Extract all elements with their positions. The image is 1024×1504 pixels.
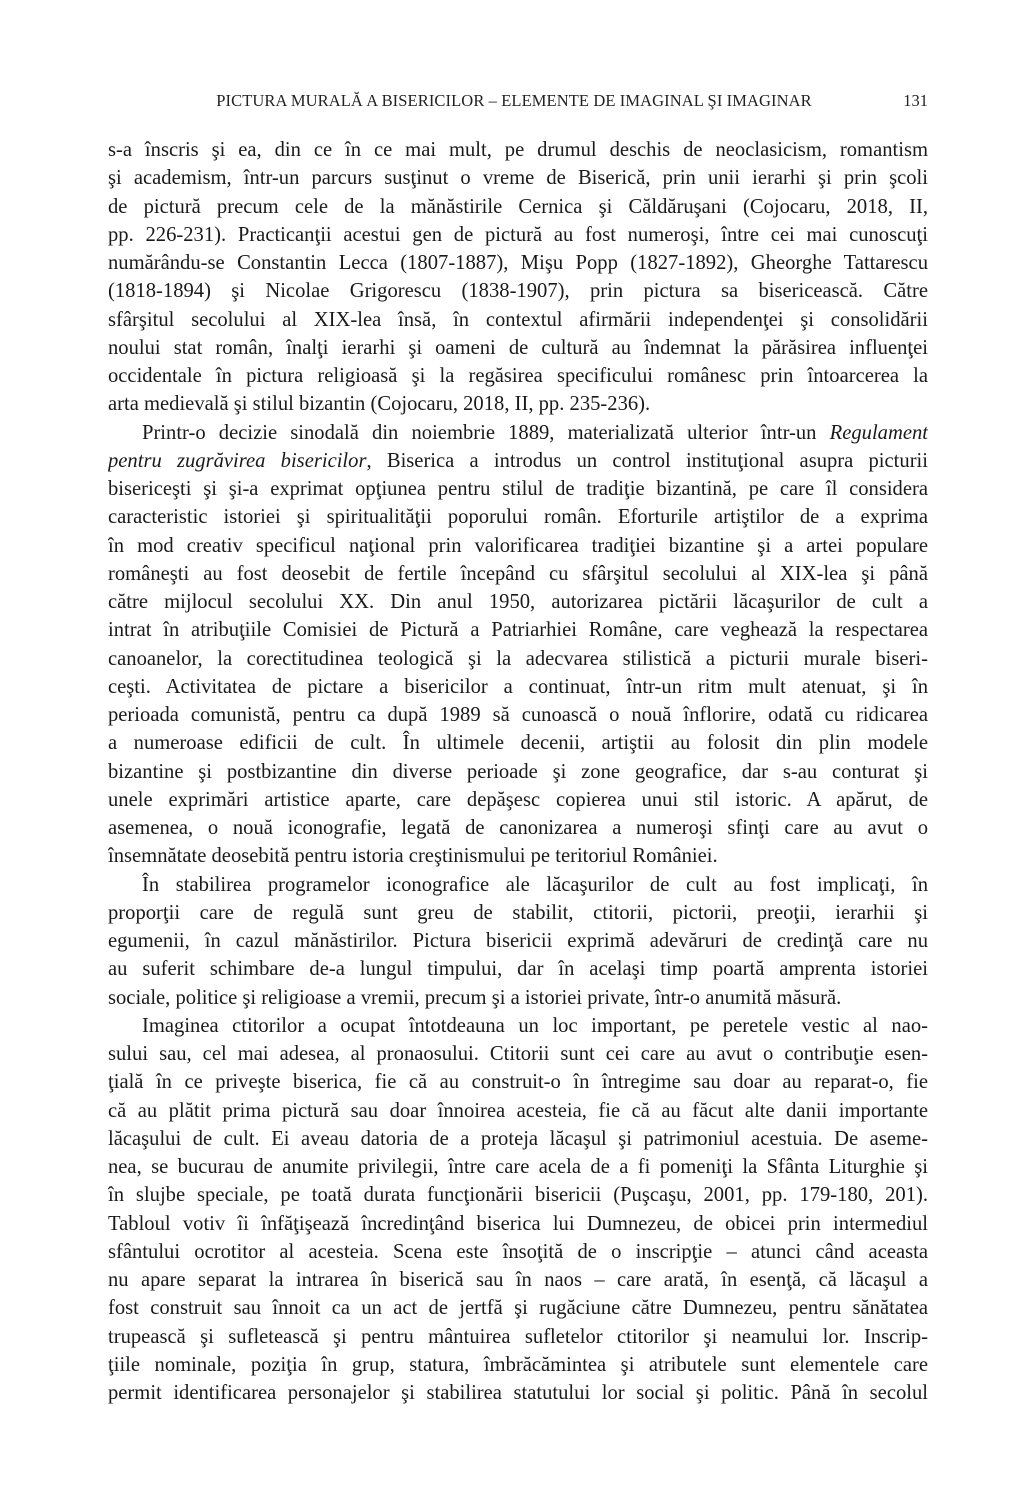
text-segment: egumenii, în cazul mănăstirilor. Pictura bisericii exprimă adevăruri de credinţă care nu — [108, 930, 928, 952]
text-segment: s-a înscris şi ea, din ce în ce mai mult, pe drumul deschis de neoclasicism, romantism — [108, 139, 928, 161]
text-segment: , Biserica a introdus un control instituţional asupra picturii — [366, 449, 928, 472]
text-segment: sului sau, cel mai adesea, al pronaosului. Ctitorii sunt cei care au avut o contribuţie esen- — [108, 1043, 928, 1065]
text-line — [108, 1294, 928, 1322]
text-line — [108, 842, 928, 870]
text-line — [108, 503, 928, 531]
paragraph — [108, 419, 928, 871]
text-segment: sociale, politice şi religioase a vremii, precum şi a istoriei private, într-o anumită măsură. — [108, 986, 842, 1009]
text-segment: în mod creativ specificul naţional prin valorificarea tradiţiei bizantine şi a artei populare — [108, 534, 928, 557]
text-line — [108, 419, 928, 447]
running-head-title: PICTURA MURALĂ A BISERICILOR – ELEMENTE DE IMAGINAL ŞI IMAGINAR — [216, 91, 812, 110]
text-line — [108, 645, 928, 673]
text-segment: au suferit schimbare de-a lungul timpului, dar în acelaşi timp poartă amprenta istoriei — [108, 958, 928, 981]
text-segment: a numeroase edificii de cult. În ultimele decenii, artiştii au folosit din plin modele — [108, 732, 928, 755]
text-line — [108, 249, 928, 277]
text-line — [108, 306, 928, 334]
text-line — [108, 1266, 928, 1294]
text-segment: În stabilirea programelor iconografice ale lăcaşurilor de cult au fost implicaţi, în — [142, 873, 928, 896]
text-line — [108, 560, 928, 588]
text-line — [108, 1238, 928, 1266]
italic-text: pentru zugrăvirea bisericilor — [108, 449, 367, 472]
text-segment: lăcaşului de cult. Ei aveau datoria de a proteja lăcaşul şi patrimoniul acestuia. De aseme- — [108, 1127, 928, 1150]
text-line — [108, 1068, 928, 1096]
text-line — [108, 1210, 928, 1238]
text-segment: intrat în atribuţiile Comisiei de Pictură a Patriarhiei Române, care veghează la respectarea — [108, 619, 928, 642]
text-line — [108, 1012, 928, 1040]
text-line — [108, 1379, 928, 1407]
text-line — [108, 390, 928, 418]
text-line — [108, 786, 928, 814]
italic-text: Regulament — [829, 421, 928, 444]
text-segment: asemenea, o nouă iconografie, legată de canonizarea a numeroşi sfinţi care au avut o — [108, 817, 928, 839]
text-segment: sfârşitul secolului al XIX-lea însă, în contextul afirmării independenţei şi consolidării — [108, 308, 928, 331]
text-line — [108, 588, 928, 616]
text-segment: Printr-o decizie sinodală din noiembrie 1889, materializată ulterior într-un — [142, 421, 830, 444]
text-segment: în slujbe speciale, pe toată durata funcţionării bisericii (Puşcaşu, 2001, pp. 179-180, 201). — [108, 1184, 928, 1207]
text-segment: ceşti. Activitatea de pictare a bisericilor a continuat, într-un ritm mult atenuat, şi în — [108, 675, 928, 698]
text-line — [108, 1351, 928, 1379]
text-line — [108, 616, 928, 644]
text-segment: (1818-1894) şi Nicolae Grigorescu (1838-1907), prin pictura sa bisericească. Către — [108, 280, 928, 303]
text-segment: că au plătit prima pictură sau doar înnoirea acesteia, fie că au făcut alte danii importante — [108, 1099, 928, 1122]
text-segment: bizantine şi postbizantine din diverse perioade şi zone geografice, dar s-au conturat şi — [108, 760, 928, 783]
text-line — [108, 532, 928, 560]
text-line — [108, 277, 928, 305]
text-segment: unele exprimări artistice aparte, care depăşesc copierea unui stil istoric. A apărut, de — [108, 788, 928, 811]
text-line — [108, 758, 928, 786]
text-segment: fost construit sau înnoit ca un act de jertfă şi rugăciune către Dumnezeu, pentru sănătatea — [108, 1297, 928, 1320]
text-segment: proporţii care de regulă sunt greu de stabilit, ctitorii, pictorii, preoţii, ierarhii şi — [108, 901, 928, 924]
text-segment: pp. 226-231). Practicanţii acestui gen de pictură au fost numeroşi, între cei mai cunoscuţi — [108, 223, 928, 246]
text-line — [108, 221, 928, 249]
text-segment: ţială în ce priveşte biserica, fie că au construit-o în întregime sau doar au reparat-o, fie — [108, 1071, 928, 1094]
paragraph — [108, 1012, 928, 1408]
text-segment: perioada comunistă, pentru ca după 1989 să cunoască o nouă înflorire, odată cu ridicarea — [108, 704, 928, 726]
text-line — [108, 447, 928, 475]
text-segment: noului stat român, înalţi ierarhi şi oameni de cultură au îndemnat la părăsirea influenţei — [108, 336, 928, 359]
paragraph — [108, 136, 928, 419]
paragraph — [108, 871, 928, 1012]
text-segment: de pictură precum cele de la mănăstirile Cernica şi Căldăruşani (Cojocaru, 2018, II, — [108, 195, 928, 218]
text-line — [108, 729, 928, 757]
text-segment: către mijlocul secolului XX. Din anul 1950, autorizarea pictării lăcaşurilor de cult a — [108, 591, 928, 613]
text-line — [108, 701, 928, 729]
text-segment: Tabloul votiv îi înfăţişează încredinţând biserica lui Dumnezeu, de obicei prin intermediul — [108, 1212, 928, 1235]
text-segment: bisericeşti şi şi-a exprimat opţiunea pentru stilul de tradiţie bizantină, pe care îl considera — [108, 478, 928, 500]
text-line — [108, 871, 928, 899]
text-line — [108, 1125, 928, 1153]
text-line — [108, 1040, 928, 1068]
text-segment: nu apare separat la intrarea în biserică sau în naos – care arată, în esenţă, că lăcaşul a — [108, 1269, 928, 1291]
text-segment: trupească şi sufletească şi pentru mântuirea sufletelor ctitorilor şi neamului lor. Inscrip- — [108, 1325, 928, 1348]
text-line — [108, 164, 928, 192]
text-segment: caracteristic istoriei şi spiritualităţii poporului român. Eforturile artiştilor de a exprima — [108, 506, 928, 529]
text-line — [108, 1097, 928, 1125]
text-line — [108, 1153, 928, 1181]
text-segment: arta medievală şi stilul bizantin (Cojocaru, 2018, II, pp. 235-236). — [108, 393, 651, 416]
text-line — [108, 475, 928, 503]
text-line — [108, 673, 928, 701]
text-line — [108, 984, 928, 1012]
text-line — [108, 927, 928, 955]
body-text — [108, 136, 928, 1407]
text-segment: permit identificarea personajelor şi stabilirea statutului lor social şi politic. Până în secolul — [108, 1382, 928, 1404]
text-line — [108, 1181, 928, 1209]
text-line — [108, 362, 928, 390]
page-number: 131 — [903, 91, 928, 110]
text-segment: sfântului ocrotitor al acesteia. Scena este însoţită de o inscripţie – atunci când aceasta — [108, 1240, 928, 1263]
text-line — [108, 955, 928, 983]
text-segment: nea, se bucurau de anumite privilegii, între care acela de a fi pomeniţi la Sfânta Liturghie şi — [108, 1156, 928, 1178]
text-line — [108, 1323, 928, 1351]
text-line — [108, 193, 928, 221]
text-segment: şi academism, într-un parcurs susţinut o vreme de Biserică, prin unii ierarhi şi prin şcoli — [108, 167, 928, 190]
text-line — [108, 334, 928, 362]
text-segment: occidentale în pictura religioasă şi la regăsirea specificului românesc prin întoarcerea la — [108, 365, 928, 387]
text-segment: Imaginea ctitorilor a ocupat întotdeauna un loc important, pe peretele vestic al nao- — [142, 1014, 928, 1037]
text-segment: numărându-se Constantin Lecca (1807-1887), Mişu Popp (1827-1892), Gheorghe Tattarescu — [108, 252, 928, 274]
text-segment: româneşti au fost deosebit de fertile începând cu sfârşitul secolului al XIX-lea şi până — [108, 562, 928, 585]
text-segment: ţiile nominale, poziţia în grup, statura, îmbrăcămintea şi atributele sunt elementele care — [108, 1353, 928, 1376]
text-line — [108, 136, 928, 164]
text-line — [108, 899, 928, 927]
text-segment: canoanelor, la corectitudinea teologică şi la adecvarea stilistică a picturii murale biseri- — [108, 647, 928, 670]
text-line — [108, 814, 928, 842]
text-segment: însemnătate deosebită pentru istoria creştinismului pe teritoriul României. — [108, 845, 718, 868]
